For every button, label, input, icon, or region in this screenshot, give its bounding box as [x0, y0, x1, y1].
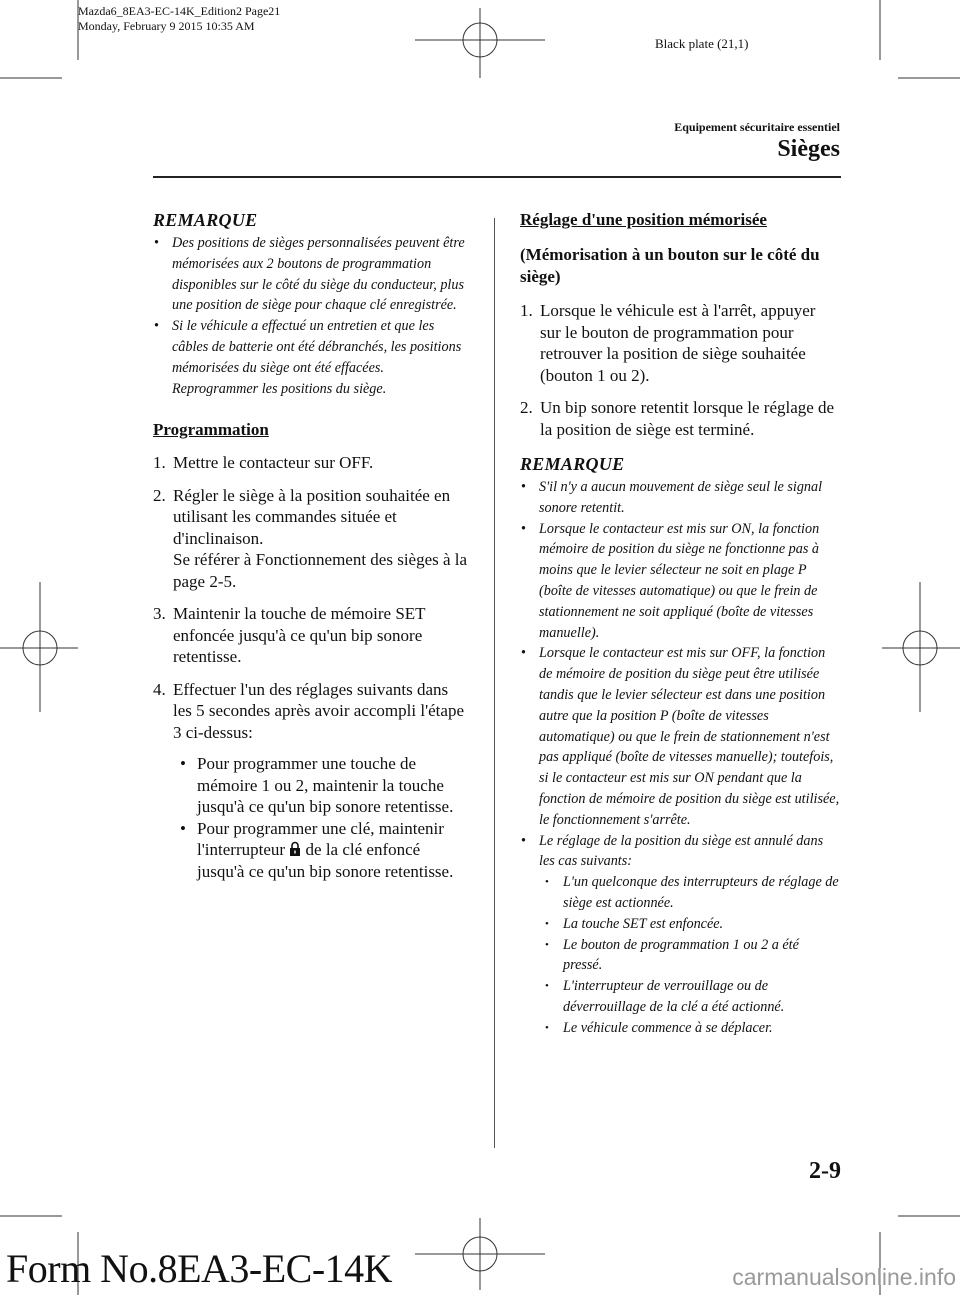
page-number: 2-9 — [809, 1158, 841, 1184]
programming-steps — [153, 452, 471, 882]
section-title-reglage: Réglage d'une position mémorisée — [520, 210, 767, 229]
lock-icon — [289, 841, 301, 857]
option-item — [177, 818, 471, 883]
step-number: 1. — [153, 453, 166, 473]
step-4-options — [177, 753, 471, 882]
remarque-heading: REMARQUE — [520, 454, 625, 474]
step-cross-reference: Se référer à Fonctionnement des sièges à la page 2-5. — [173, 550, 468, 591]
step-text: Effectuer l'un des réglages suivants dans les 5 secondes après avoir accompli l'étape 3 ci-dessus: — [173, 679, 465, 742]
option-text-start: Pour programmer une clé, maintenir l'interrupteur — [197, 818, 444, 860]
step-text: Régler le siège à la position souhaitée en utilisant les commandes située et d'inclinaison. — [173, 485, 451, 548]
watermark: carmanualsonline.info — [732, 1264, 956, 1290]
step-item — [153, 485, 471, 593]
form-number: Form No.8EA3-EC-14K — [6, 1246, 393, 1291]
step-number: 2. — [153, 485, 166, 505]
recall-steps — [520, 300, 840, 440]
print-meta — [78, 4, 280, 34]
option-text-end: de la clé enfoncé jusqu'à ce qu'un bip sonore retentisse. — [197, 840, 454, 881]
option-item: • Pour programmer une touche de mémoire 1 ou 2, maintenir la touche jusqu'à ce qu'un bip sonore retentisse. — [177, 753, 471, 818]
step-text: Maintenir la touche de mémoire SET enfoncée jusqu'à ce qu'un bip sonore retentisse. — [173, 604, 426, 667]
cancel-condition: • L'interrupteur de verrouillage ou de déverrouillage de la clé a été actionné. — [539, 976, 840, 1018]
step-number: 1. — [520, 301, 533, 320]
remarque-item: • Lorsque le contacteur est mis sur OFF, la fonction de mémoire de position du siège peut être utilisée tandis que le levier sélecteur est dans une position autre que la position P (boîte de vitesses automatique) ou que le frein de stationnement n'est pas appliqué (boîte de vitesses manuelle); toutefois, si le contacteur est mis sur ON pendant que la fonction de mémoire de position du siège est utilisée, le fonctionnement s'arrête. — [520, 643, 840, 830]
cancel-condition: • L'un quelconque des interrupteurs de réglage de siège est actionnée. — [539, 872, 840, 914]
step-text: Lorsque le véhicule est à l'arrêt, appuyer sur le bouton de programmation pour retrouver la position de siège souhaitée (bouton 1 ou 2). — [540, 301, 816, 385]
print-meta-line1: Mazda6_8EA3-EC-14K_Edition2 Page21 — [78, 4, 281, 18]
remarque-item: • Si le véhicule a effectué un entretien et que les câbles de batterie ont été débranchés, les positions mémorisées du siège ont été effacées. Reprogrammer les positions du siège. — [153, 316, 471, 399]
remarque-list — [520, 477, 840, 1039]
chapter-subtitle: Equipement sécuritaire essentiel — [674, 120, 840, 134]
header-rule — [153, 176, 841, 178]
remarque-item: • S'il n'y a aucun mouvement de siège seul le signal sonore retentit. — [520, 477, 840, 519]
step-number: 3. — [153, 604, 166, 624]
section-subtitle: (Mémorisation à un bouton sur le côté du siège) — [520, 245, 820, 286]
black-plate-label: Black plate (21,1) — [655, 36, 749, 51]
section-title-programmation: Programmation — [153, 420, 269, 440]
step-number: 4. — [153, 679, 166, 699]
cancel-condition: • Le véhicule commence à se déplacer. — [539, 1018, 840, 1039]
page-title: Sièges — [777, 136, 840, 162]
remarque-heading: REMARQUE — [153, 210, 258, 230]
step-number: 2. — [520, 398, 533, 417]
cancel-condition: • La touche SET est enfoncée. — [539, 914, 840, 935]
column-divider — [494, 218, 495, 1148]
step-item — [153, 452, 471, 474]
remarque-item — [520, 831, 840, 1039]
step-text: Un bip sonore retentit lorsque le réglage de la position de siège est terminé. — [540, 398, 835, 439]
step-item — [153, 603, 471, 668]
step-item — [520, 397, 840, 440]
remarque-item-text: Le réglage de la position du siège est annulé dans les cas suivants: — [539, 832, 824, 870]
remarque-list — [153, 233, 471, 399]
remarque-item: • Des positions de sièges personnalisées peuvent être mémorisées aux 2 boutons de programmation disponibles sur le côté du siège du conducteur, plus une position de siège pour chaque clé enregistrée. — [153, 233, 471, 316]
right-column — [520, 210, 840, 1039]
remarque-item: • Lorsque le contacteur est mis sur ON, la fonction mémoire de position du siège ne fonctionne pas à moins que le levier sélecteur ne soit en plage P (boîte de vitesses automatique) ou que le frein de stationnement ne soit appliqué (boîte de vitesses manuelle). — [520, 519, 840, 644]
cancel-condition: • Le bouton de programmation 1 ou 2 a été pressé. — [539, 935, 840, 977]
left-column — [153, 210, 471, 882]
step-text: Mettre le contacteur sur OFF. — [173, 453, 374, 473]
step-item — [153, 679, 471, 883]
cancel-conditions-list — [539, 872, 840, 1038]
print-meta-line2: Monday, February 9 2015 10:35 AM — [78, 19, 255, 33]
step-item — [520, 300, 840, 386]
